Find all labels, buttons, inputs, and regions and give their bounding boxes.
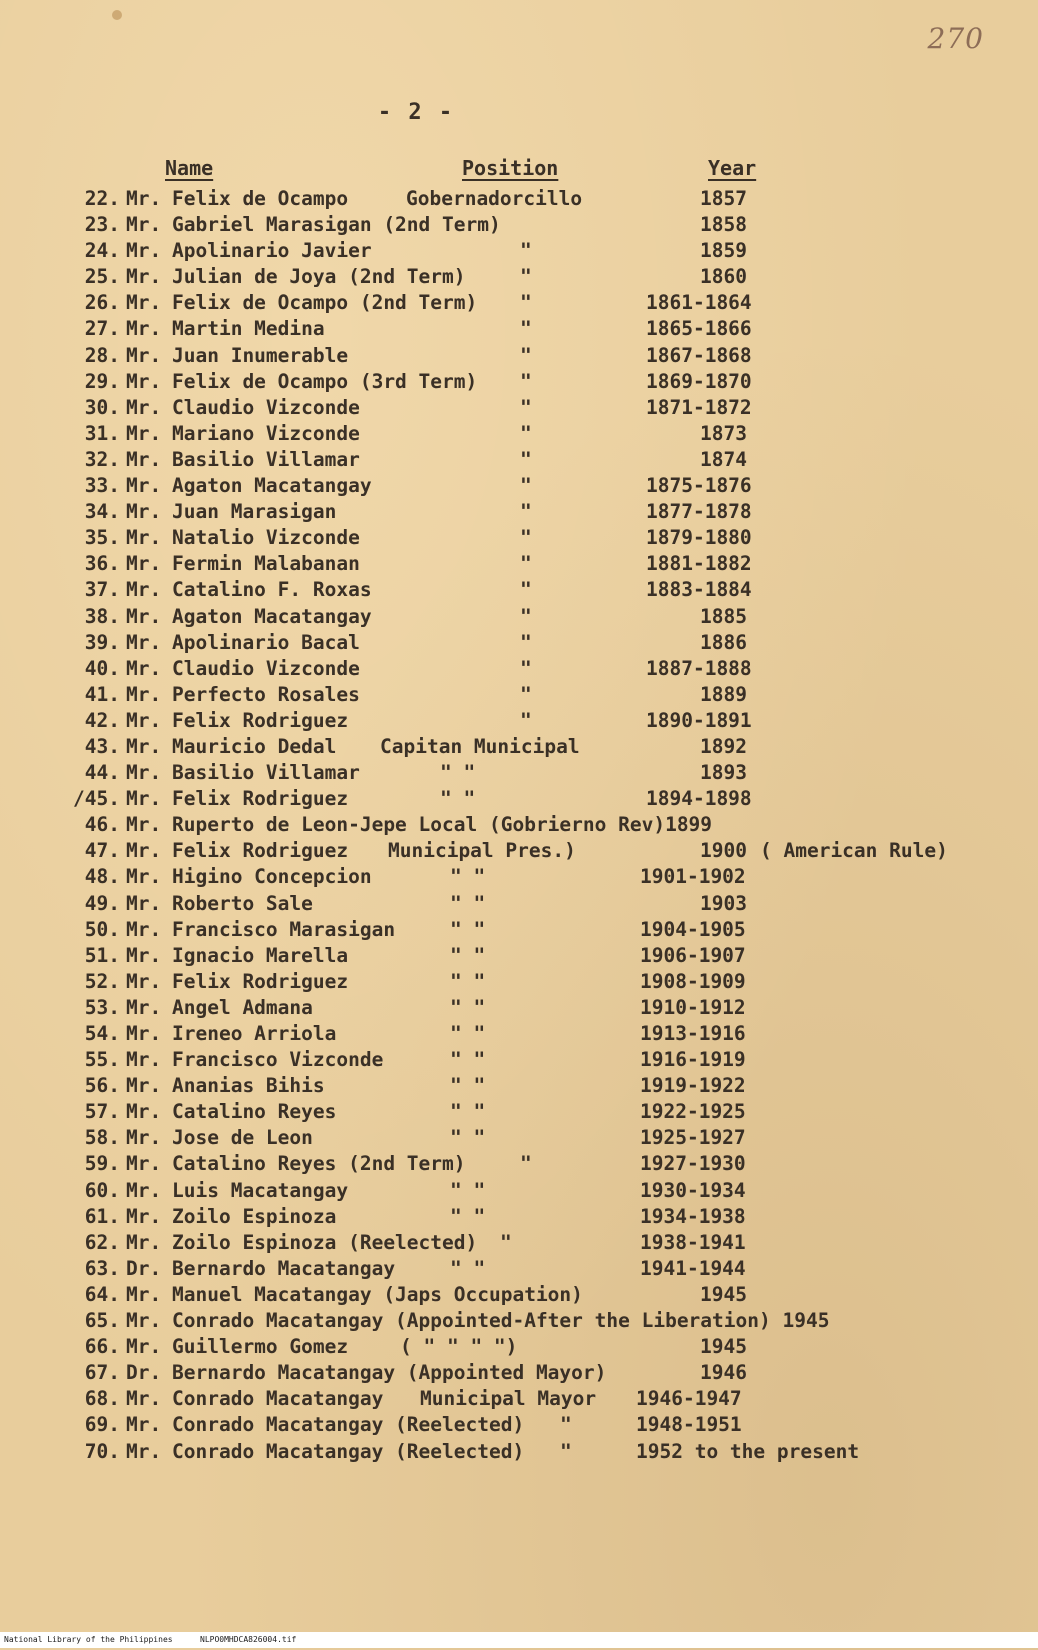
list-item bbox=[0, 708, 1038, 734]
row-title: Mr. bbox=[126, 1439, 162, 1463]
row-position: " " bbox=[450, 995, 486, 1019]
row-name: Juan Inumerable bbox=[172, 343, 349, 367]
row-year: 1861-1864 bbox=[646, 291, 752, 315]
list-item bbox=[0, 1282, 1038, 1308]
row-number: 38. bbox=[84, 604, 120, 628]
row-name: Basilio Villamar bbox=[172, 761, 360, 785]
row-position: " bbox=[520, 369, 532, 393]
list-item bbox=[0, 969, 1038, 995]
row-number: /45. bbox=[73, 787, 120, 811]
row-year: 1934-1938 bbox=[640, 1204, 746, 1228]
row-number: 65. bbox=[84, 1309, 120, 1333]
list-item bbox=[0, 1099, 1038, 1125]
row-number: 53. bbox=[84, 995, 120, 1019]
list-item bbox=[0, 1125, 1038, 1151]
row-name: Claudio Vizconde bbox=[172, 656, 360, 680]
row-position: " " bbox=[440, 787, 476, 811]
row-year: 1919-1922 bbox=[640, 1074, 746, 1098]
row-year: 1938-1941 bbox=[640, 1230, 746, 1254]
row-position: " bbox=[520, 578, 532, 602]
row-title: Mr. bbox=[126, 526, 162, 550]
row-year: 1930-1934 bbox=[640, 1178, 746, 1202]
row-position: Gobernadorcillo bbox=[406, 187, 583, 210]
row-year: 1946-1947 bbox=[636, 1387, 742, 1411]
row-position: " bbox=[520, 526, 532, 550]
row-title: Mr. bbox=[126, 1309, 162, 1333]
row-name: Apolinario Bacal bbox=[172, 630, 360, 654]
row-name: Catalino Reyes (2nd Term) bbox=[172, 1152, 466, 1176]
row-name: Felix Rodriguez bbox=[172, 969, 349, 993]
row-number: 67. bbox=[84, 1361, 120, 1385]
row-name: Angel Admana bbox=[172, 995, 313, 1019]
row-position: " " bbox=[450, 1074, 486, 1098]
row-title: Mr. bbox=[126, 343, 162, 367]
row-title: Mr. bbox=[126, 421, 162, 445]
row-position: " " bbox=[450, 1022, 486, 1045]
list-item bbox=[0, 838, 1038, 864]
row-title: Mr. bbox=[126, 187, 162, 210]
row-position: " bbox=[520, 343, 532, 367]
row-number: 55. bbox=[84, 1048, 120, 1072]
row-position: " bbox=[520, 682, 532, 706]
row-name: Julian de Joya (2nd Term) bbox=[172, 265, 466, 289]
row-year: 1873 bbox=[700, 421, 747, 445]
row-name: Bernardo Macatangay bbox=[172, 1256, 396, 1280]
list-item bbox=[0, 1334, 1038, 1360]
row-number: 70. bbox=[84, 1439, 120, 1463]
row-number: 64. bbox=[84, 1282, 120, 1306]
row-name: Felix Rodriguez bbox=[172, 839, 349, 863]
row-number: 23. bbox=[84, 213, 120, 237]
row-position: " bbox=[520, 1152, 532, 1176]
row-name: Felix de Ocampo bbox=[172, 187, 349, 210]
row-number: 47. bbox=[84, 839, 120, 863]
table-header bbox=[0, 156, 1038, 182]
row-title: Mr. bbox=[126, 1282, 162, 1306]
row-year: 1952 to the present bbox=[636, 1439, 860, 1463]
row-name: Apolinario Javier bbox=[172, 239, 372, 263]
row-year: 1883-1884 bbox=[646, 578, 752, 602]
row-position: " bbox=[520, 604, 532, 628]
list-item bbox=[0, 1151, 1038, 1177]
list-item bbox=[0, 1256, 1038, 1282]
row-year: 1857 bbox=[700, 187, 747, 210]
row-title: Mr. bbox=[126, 1074, 162, 1098]
row-title: Mr. bbox=[126, 943, 162, 967]
row-year: 1869-1870 bbox=[646, 369, 752, 393]
row-title: Mr. bbox=[126, 813, 162, 837]
row-year: 1913-1916 bbox=[640, 1022, 746, 1045]
row-year: 1877-1878 bbox=[646, 500, 752, 524]
row-title: Mr. bbox=[126, 474, 162, 498]
row-title: Mr. bbox=[126, 1335, 162, 1359]
list-item bbox=[0, 1360, 1038, 1386]
list-item bbox=[0, 1073, 1038, 1099]
row-number: 42. bbox=[84, 708, 120, 732]
row-position: ( " " " ") bbox=[400, 1335, 518, 1359]
row-position: " bbox=[520, 552, 532, 576]
row-title: Mr. bbox=[126, 761, 162, 785]
header-name: Name bbox=[165, 156, 214, 180]
row-title: Mr. bbox=[126, 317, 162, 341]
row-number: 61. bbox=[84, 1204, 120, 1228]
list-item bbox=[0, 864, 1038, 890]
row-number: 66. bbox=[84, 1335, 120, 1359]
row-number: 62. bbox=[84, 1230, 120, 1254]
row-name: Mauricio Dedal bbox=[172, 734, 337, 758]
row-name: Manuel Macatangay (Japs Occupation) bbox=[172, 1282, 583, 1306]
row-title: Mr. bbox=[126, 447, 162, 471]
row-position: " bbox=[520, 630, 532, 654]
row-position: " bbox=[520, 317, 532, 341]
row-name: Francisco Vizconde bbox=[172, 1048, 384, 1072]
row-title: Mr. bbox=[126, 265, 162, 289]
row-title: Mr. bbox=[126, 917, 162, 941]
row-title: Dr. bbox=[126, 1361, 162, 1385]
row-name: Conrado Macatangay (Reelected) bbox=[172, 1413, 525, 1437]
row-position: " bbox=[560, 1413, 572, 1437]
row-position: Capitan Municipal bbox=[380, 734, 580, 758]
list-item bbox=[0, 604, 1038, 630]
row-year: 1916-1919 bbox=[640, 1048, 746, 1072]
row-position: " bbox=[560, 1439, 572, 1463]
header-position: Position bbox=[462, 156, 559, 180]
row-title: Mr. bbox=[126, 787, 162, 811]
row-name: Luis Macatangay bbox=[172, 1178, 349, 1202]
list-item bbox=[0, 786, 1038, 812]
list-item bbox=[0, 1021, 1038, 1047]
row-name: Felix de Ocampo (3rd Term) bbox=[172, 369, 478, 393]
row-title: Mr. bbox=[126, 734, 162, 758]
row-name: Bernardo Macatangay (Appointed Mayor) bbox=[172, 1361, 607, 1385]
row-title: Mr. bbox=[126, 708, 162, 732]
row-title: Mr. bbox=[126, 1022, 162, 1045]
row-title: Mr. bbox=[126, 239, 162, 263]
row-position: " " bbox=[450, 865, 486, 889]
list-item bbox=[0, 551, 1038, 577]
row-year: 1904-1905 bbox=[640, 917, 746, 941]
footer-filename: NLPO0MHDCA826004.tif bbox=[200, 1635, 297, 1644]
row-name: Gabriel Marasigan (2nd Term) bbox=[172, 213, 501, 237]
row-name: Higino Concepcion bbox=[172, 865, 372, 889]
list-item bbox=[0, 264, 1038, 290]
row-title: Mr. bbox=[126, 1126, 162, 1150]
row-number: 43. bbox=[84, 734, 120, 758]
row-year: 1927-1930 bbox=[640, 1152, 746, 1176]
row-name: Ignacio Marella bbox=[172, 943, 349, 967]
row-position: " bbox=[520, 265, 532, 289]
row-title: Mr. bbox=[126, 656, 162, 680]
row-position: " bbox=[500, 1230, 512, 1254]
row-position: " bbox=[520, 500, 532, 524]
row-number: 34. bbox=[84, 500, 120, 524]
row-name: Ananias Bihis bbox=[172, 1074, 325, 1098]
row-number: 40. bbox=[84, 656, 120, 680]
list-item bbox=[0, 186, 1038, 212]
row-number: 25. bbox=[84, 265, 120, 289]
scan-footer bbox=[0, 1632, 1038, 1648]
handwritten-page-number: 270 bbox=[927, 22, 984, 55]
row-year: 1890-1891 bbox=[646, 708, 752, 732]
row-number: 60. bbox=[84, 1178, 120, 1202]
row-position: " bbox=[520, 656, 532, 680]
row-number: 59. bbox=[84, 1152, 120, 1176]
list-item bbox=[0, 760, 1038, 786]
list-item bbox=[0, 473, 1038, 499]
row-number: 58. bbox=[84, 1126, 120, 1150]
row-name: Martin Medina bbox=[172, 317, 325, 341]
row-year: 1860 bbox=[700, 265, 747, 289]
row-title: Mr. bbox=[126, 1048, 162, 1072]
row-year: 1925-1927 bbox=[640, 1126, 746, 1150]
ink-stain bbox=[112, 10, 122, 20]
list-item bbox=[0, 1308, 1038, 1334]
row-name: Zoilo Espinoza bbox=[172, 1204, 337, 1228]
row-name: Catalino Reyes bbox=[172, 1100, 337, 1124]
row-name: Agaton Macatangay bbox=[172, 604, 372, 628]
row-number: 41. bbox=[84, 682, 120, 706]
row-name: Felix Rodriguez bbox=[172, 787, 349, 811]
row-title: Mr. bbox=[126, 865, 162, 889]
row-position: " " bbox=[450, 969, 486, 993]
footer-library: National Library of the Philippines bbox=[4, 1635, 173, 1644]
row-name: Conrado Macatangay bbox=[172, 1387, 384, 1411]
row-number: 28. bbox=[84, 343, 120, 367]
row-year: 1859 bbox=[700, 239, 747, 263]
row-title: Mr. bbox=[126, 578, 162, 602]
list-item bbox=[0, 1047, 1038, 1073]
row-number: 50. bbox=[84, 917, 120, 941]
row-name: Felix Rodriguez bbox=[172, 708, 349, 732]
list-item bbox=[0, 369, 1038, 395]
row-name: Conrado Macatangay (Appointed-After the Liberation) 1945 bbox=[172, 1309, 830, 1333]
row-position: " bbox=[520, 239, 532, 263]
list-item bbox=[0, 682, 1038, 708]
row-number: 57. bbox=[84, 1100, 120, 1124]
list-item bbox=[0, 447, 1038, 473]
row-number: 22. bbox=[84, 187, 120, 210]
row-name: Felix de Ocampo (2nd Term) bbox=[172, 291, 478, 315]
row-number: 32. bbox=[84, 447, 120, 471]
row-year: 1892 bbox=[700, 734, 747, 758]
list-item bbox=[0, 499, 1038, 525]
row-name: Roberto Sale bbox=[172, 891, 313, 915]
list-item bbox=[0, 1204, 1038, 1230]
row-name: Juan Marasigan bbox=[172, 500, 337, 524]
row-year: 1941-1944 bbox=[640, 1256, 746, 1280]
row-name: Mariano Vizconde bbox=[172, 421, 360, 445]
row-number: 56. bbox=[84, 1074, 120, 1098]
row-number: 27. bbox=[84, 317, 120, 341]
row-year: 1922-1925 bbox=[640, 1100, 746, 1124]
row-title: Mr. bbox=[126, 1230, 162, 1254]
row-year: 1875-1876 bbox=[646, 474, 752, 498]
list-item bbox=[0, 891, 1038, 917]
row-number: 31. bbox=[84, 421, 120, 445]
list-item bbox=[0, 395, 1038, 421]
row-year: 1885 bbox=[700, 604, 747, 628]
row-title: Mr. bbox=[126, 213, 162, 237]
row-position: " " bbox=[450, 1204, 486, 1228]
row-title: Mr. bbox=[126, 395, 162, 419]
row-number: 37. bbox=[84, 578, 120, 602]
row-position: " bbox=[520, 708, 532, 732]
row-name: Perfecto Rosales bbox=[172, 682, 360, 706]
row-number: 29. bbox=[84, 369, 120, 393]
row-name: Basilio Villamar bbox=[172, 447, 360, 471]
row-title: Mr. bbox=[126, 630, 162, 654]
row-title: Mr. bbox=[126, 500, 162, 524]
row-title: Mr. bbox=[126, 891, 162, 915]
row-year: 1910-1912 bbox=[640, 995, 746, 1019]
row-number: 63. bbox=[84, 1256, 120, 1280]
row-year: 1879-1880 bbox=[646, 526, 752, 550]
list-item bbox=[0, 630, 1038, 656]
list-item bbox=[0, 212, 1038, 238]
row-year: 1945 bbox=[700, 1335, 747, 1359]
list-item bbox=[0, 812, 1038, 838]
row-year: 1893 bbox=[700, 761, 747, 785]
row-name: Francisco Marasigan bbox=[172, 917, 396, 941]
row-position: " bbox=[520, 291, 532, 315]
row-year: 1881-1882 bbox=[646, 552, 752, 576]
row-position: " " bbox=[440, 761, 476, 785]
row-year: 1906-1907 bbox=[640, 943, 746, 967]
row-title: Mr. bbox=[126, 995, 162, 1019]
row-year: 1901-1902 bbox=[640, 865, 746, 889]
row-year: 1886 bbox=[700, 630, 747, 654]
officials-list bbox=[0, 186, 1038, 1465]
row-position: Municipal Pres.) bbox=[388, 839, 576, 863]
list-item bbox=[0, 421, 1038, 447]
list-item bbox=[0, 1412, 1038, 1438]
row-position: " " bbox=[450, 1126, 486, 1150]
row-title: Mr. bbox=[126, 1100, 162, 1124]
list-item bbox=[0, 943, 1038, 969]
row-number: 48. bbox=[84, 865, 120, 889]
row-position: " bbox=[520, 447, 532, 471]
header-year: Year bbox=[708, 156, 757, 180]
row-name: Fermin Malabanan bbox=[172, 552, 360, 576]
row-year: 1889 bbox=[700, 682, 747, 706]
list-item bbox=[0, 1386, 1038, 1412]
row-position: " bbox=[520, 474, 532, 498]
list-item bbox=[0, 1439, 1038, 1465]
row-position: " " bbox=[450, 943, 486, 967]
row-title: Mr. bbox=[126, 1387, 162, 1411]
row-note: ( American Rule) bbox=[760, 839, 948, 863]
list-item bbox=[0, 577, 1038, 603]
row-position: " " bbox=[450, 891, 486, 915]
row-title: Mr. bbox=[126, 1204, 162, 1228]
list-item bbox=[0, 1178, 1038, 1204]
row-position: " " bbox=[450, 1178, 486, 1202]
row-position: " " bbox=[450, 1048, 486, 1072]
row-year: 1948-1951 bbox=[636, 1413, 742, 1437]
row-position: " " bbox=[450, 1256, 486, 1280]
row-title: Mr. bbox=[126, 604, 162, 628]
row-title: Mr. bbox=[126, 552, 162, 576]
list-item bbox=[0, 316, 1038, 342]
list-item bbox=[0, 343, 1038, 369]
list-item bbox=[0, 734, 1038, 760]
row-position: " " bbox=[450, 1100, 486, 1124]
row-year: 1908-1909 bbox=[640, 969, 746, 993]
row-name: Zoilo Espinoza (Reelected) bbox=[172, 1230, 478, 1254]
row-name: Agaton Macatangay bbox=[172, 474, 372, 498]
row-position: Municipal Mayor bbox=[420, 1387, 597, 1411]
row-year: 1894-1898 bbox=[646, 787, 752, 811]
row-number: 52. bbox=[84, 969, 120, 993]
row-title: Dr. bbox=[126, 1256, 162, 1280]
row-name: Catalino F. Roxas bbox=[172, 578, 372, 602]
list-item bbox=[0, 238, 1038, 264]
row-number: 69. bbox=[84, 1413, 120, 1437]
row-number: 68. bbox=[84, 1387, 120, 1411]
row-number: 30. bbox=[84, 395, 120, 419]
row-year: 1865-1866 bbox=[646, 317, 752, 341]
list-item bbox=[0, 1230, 1038, 1256]
row-number: 24. bbox=[84, 239, 120, 263]
row-title: Mr. bbox=[126, 1178, 162, 1202]
row-title: Mr. bbox=[126, 969, 162, 993]
row-number: 39. bbox=[84, 630, 120, 654]
row-title: Mr. bbox=[126, 1413, 162, 1437]
row-year: 1903 bbox=[700, 891, 747, 915]
row-name: Ruperto de Leon-Jepe Local (Gobrierno Rev)1899 bbox=[172, 813, 713, 837]
row-year: 1874 bbox=[700, 447, 747, 471]
row-title: Mr. bbox=[126, 1152, 162, 1176]
row-year: 1945 bbox=[700, 1282, 747, 1306]
list-item bbox=[0, 995, 1038, 1021]
row-name: Jose de Leon bbox=[172, 1126, 313, 1150]
list-item bbox=[0, 290, 1038, 316]
row-title: Mr. bbox=[126, 291, 162, 315]
row-number: 33. bbox=[84, 474, 120, 498]
row-name: Claudio Vizconde bbox=[172, 395, 360, 419]
row-year: 1867-1868 bbox=[646, 343, 752, 367]
row-number: 35. bbox=[84, 526, 120, 550]
row-number: 44. bbox=[84, 761, 120, 785]
row-name: Guillermo Gomez bbox=[172, 1335, 349, 1359]
row-year: 1887-1888 bbox=[646, 656, 752, 680]
row-year: 1900 bbox=[700, 839, 747, 863]
list-item bbox=[0, 525, 1038, 551]
row-position: " " bbox=[450, 917, 486, 941]
row-name: Natalio Vizconde bbox=[172, 526, 360, 550]
row-name: Ireneo Arriola bbox=[172, 1022, 337, 1045]
row-number: 51. bbox=[84, 943, 120, 967]
list-item bbox=[0, 656, 1038, 682]
list-item bbox=[0, 917, 1038, 943]
row-year: 1858 bbox=[700, 213, 747, 237]
row-number: 54. bbox=[84, 1022, 120, 1045]
row-position: " bbox=[520, 395, 532, 419]
row-year: 1946 bbox=[700, 1361, 747, 1385]
row-name: Conrado Macatangay (Reelected) bbox=[172, 1439, 525, 1463]
row-number: 46. bbox=[84, 813, 120, 837]
row-number: 26. bbox=[84, 291, 120, 315]
row-position: " bbox=[520, 421, 532, 445]
page-number: - 2 - bbox=[377, 100, 455, 125]
row-title: Mr. bbox=[126, 839, 162, 863]
row-title: Mr. bbox=[126, 682, 162, 706]
row-number: 36. bbox=[84, 552, 120, 576]
row-year: 1871-1872 bbox=[646, 395, 752, 419]
row-number: 49. bbox=[84, 891, 120, 915]
row-title: Mr. bbox=[126, 369, 162, 393]
